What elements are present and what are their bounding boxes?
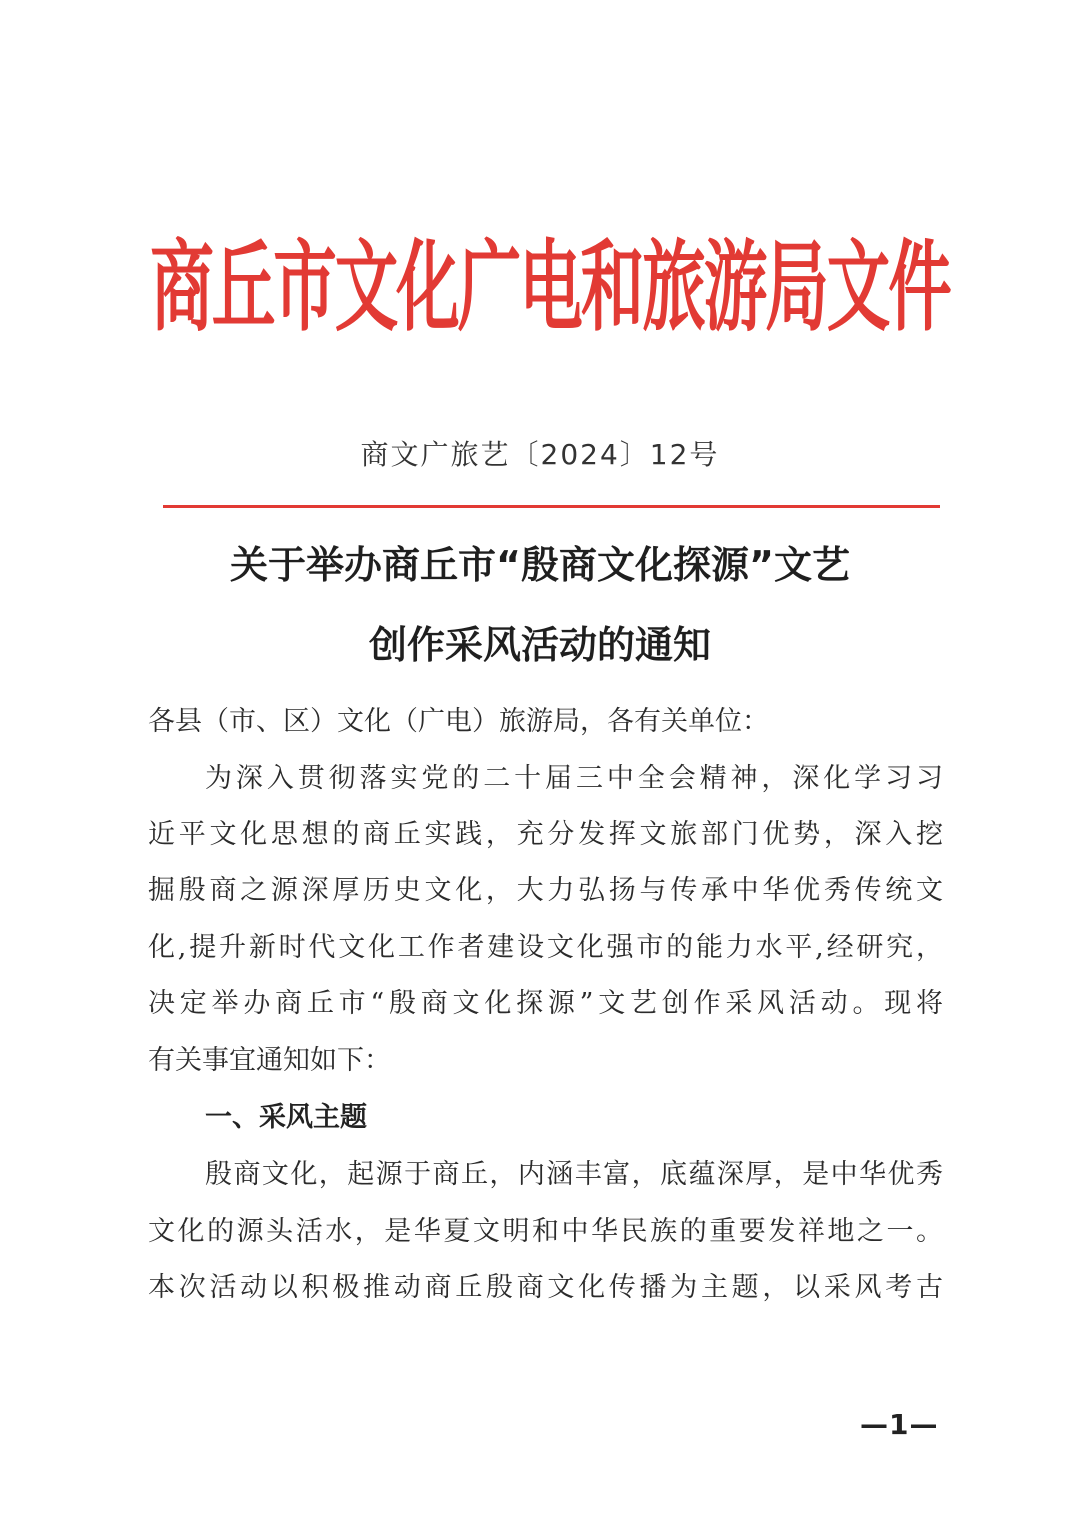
body-line: 文化的源头活水，是华夏文明和中华民族的重要发祥地之一。	[148, 1216, 943, 1247]
body-line: 掘殷商之源深厚历史文化，大力弘扬与传承中华优秀传统文	[148, 875, 943, 906]
page-number: —1—	[860, 1408, 939, 1441]
document-number: 商文广旅艺〔2024〕12号	[360, 438, 720, 471]
body-line: 殷商文化，起源于商丘，内涵丰富，底蕴深厚，是中华优秀	[205, 1159, 943, 1190]
body-line: 有关事宜通知如下：	[148, 1045, 391, 1076]
body-line: 决定举办商丘市“殷商文化探源”文艺创作采风活动。现将	[148, 988, 943, 1019]
body-line: 本次活动以积极推动商丘殷商文化传播为主题，以采风考古	[148, 1272, 943, 1303]
notice-title-line-1: 关于举办商丘市“殷商文化探源”文艺	[230, 543, 850, 587]
red-divider-line	[163, 505, 940, 508]
section-heading-theme: 一、采风主题	[205, 1102, 367, 1133]
salutation: 各县（市、区）文化（广电）旅游局，各有关单位：	[148, 706, 769, 737]
body-line: 为深入贯彻落实党的二十届三中全会精神，深化学习习	[205, 763, 943, 794]
issuer-header-title: 商丘市文化广电和旅游局文件	[150, 229, 950, 345]
body-line: 近平文化思想的商丘实践，充分发挥文旅部门优势，深入挖	[148, 819, 943, 850]
notice-title-line-2: 创作采风活动的通知	[368, 623, 711, 667]
body-line: 化,提升新时代文化工作者建设文化强市的能力水平,经研究，	[148, 932, 943, 963]
